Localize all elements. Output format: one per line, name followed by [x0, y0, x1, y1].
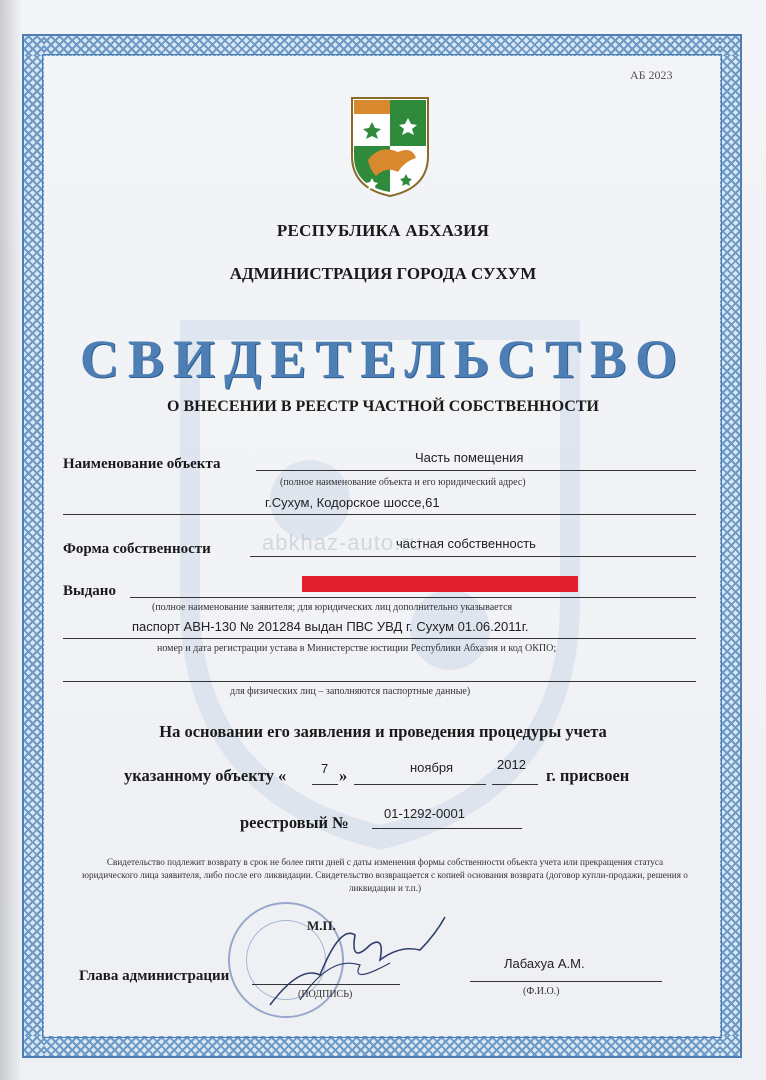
head-of-administration-label: Глава администрации	[79, 968, 230, 984]
issued-line	[130, 597, 696, 598]
coat-of-arms-icon	[350, 96, 430, 198]
year-line	[492, 784, 538, 785]
basis-line-2-suffix: г. присвоен	[546, 766, 630, 785]
basis-line-1: На основании его заявления и проведения процедуры учета	[159, 722, 607, 741]
redaction-bar	[302, 576, 578, 592]
document-series-code: АБ 2023	[630, 68, 673, 82]
day-value: 7	[321, 761, 329, 776]
object-address-line	[63, 514, 696, 515]
administration-heading: АДМИНИСТРАЦИЯ ГОРОДА СУХУМ	[229, 264, 537, 283]
object-address-value: г.Сухум, Кодорское шоссе,61	[265, 495, 440, 510]
registry-number: 01-1292-0001	[384, 806, 465, 821]
seal-place-label: М.П.	[307, 918, 336, 933]
page-shadow	[0, 0, 22, 1080]
ownership-line	[250, 556, 696, 557]
signature-hint: (ПОДПИСЬ)	[298, 989, 353, 1000]
signatory-name: Лабахуа А.М.	[504, 956, 585, 971]
basis-quote: »	[339, 766, 348, 785]
individuals-hint: для физических лиц – заполняются паспортные данные)	[230, 686, 471, 697]
object-name-line	[256, 470, 696, 471]
registration-hint: номер и дата регистрации устава в Министерстве юстиции Республики Абхазия и код ОКПО;	[157, 643, 557, 654]
year-value: 2012	[497, 757, 526, 772]
handwritten-signature-icon	[260, 905, 450, 1015]
object-name-label: Наименование объекта	[63, 456, 221, 472]
blank-line	[63, 681, 696, 682]
name-hint: (Ф.И.О.)	[523, 986, 560, 997]
ownership-label: Форма собственности	[63, 541, 211, 557]
passport-line	[63, 638, 696, 639]
issued-hint: (полное наименование заявителя; для юридических лиц дополнительно указывается	[152, 602, 513, 613]
registry-label: реестровый №	[240, 813, 349, 832]
certificate-subtitle: О ВНЕСЕНИИ В РЕЕСТР ЧАСТНОЙ СОБСТВЕННОСТИ	[167, 398, 599, 415]
basis-line-2-prefix: указанному объекту «	[124, 766, 287, 785]
day-line	[312, 784, 338, 785]
issued-label: Выдано	[63, 583, 116, 599]
passport-value: паспорт АВН-130 № 201284 выдан ПВС УВД г. Сухум 01.06.2011г.	[132, 619, 529, 634]
republic-heading: РЕСПУБЛИКА АБХАЗИЯ	[276, 221, 490, 240]
month-line	[354, 784, 486, 785]
signature-line	[252, 984, 400, 985]
certificate-title: СВИДЕТЕЛЬСТВО	[79, 329, 687, 389]
object-name-value: Часть помещения	[415, 450, 524, 465]
object-name-hint: (полное наименование объекта и его юридический адрес)	[280, 477, 526, 488]
month-value: ноября	[410, 760, 454, 775]
return-notice: Свидетельство подлежит возврату в срок не более пяти дней с даты изменения формы собственности объекта учета или прекращения статуса юридического лица заявителя, либо после его ликвидации. Свидетельство возвращается с копией основания возврата (договор купли-продажи, решения о ликвидации и т.п.)	[82, 857, 688, 893]
registry-line	[372, 828, 522, 829]
name-line	[470, 981, 662, 982]
ownership-value: частная собственность	[396, 536, 536, 551]
site-watermark: abkhaz-auto.ru	[262, 530, 423, 555]
